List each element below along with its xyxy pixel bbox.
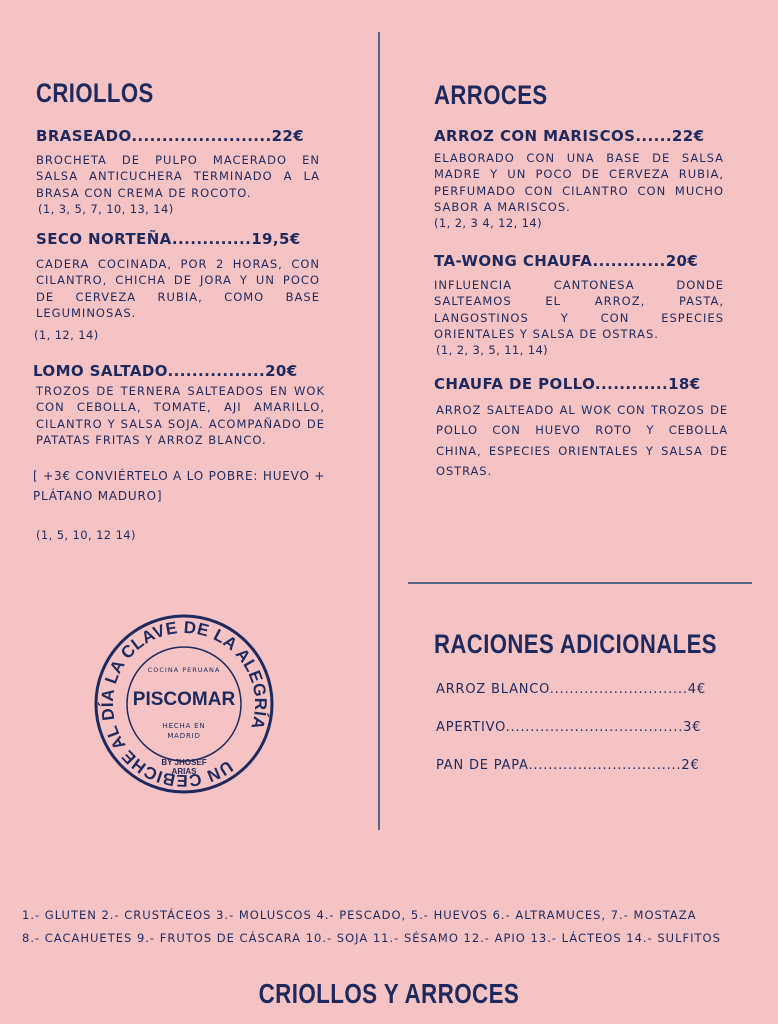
dish-title-arroz-con-mariscos: ARROZ CON MARISCOS......22€ [434, 127, 705, 145]
extra-item-apertivo: APERTIVO....................................3€ [436, 720, 702, 735]
dish-desc-seco-nortena: CADERA COCINADA, POR 2 HORAS, CON CILANTRO, CHICHA DE JORA Y UN POCO DE CERVEZA RUBIA, COMO BASE LEGUMINOSAS. [36, 257, 320, 320]
dish-title-braseado: BRASEADO.......................22€ [36, 127, 305, 145]
logo-sub-text-1: HECHA EN [162, 722, 206, 730]
dish-desc-arroz-con-mariscos: ELABORADO CON UNA BASE DE SALSA MADRE Y UN POCO DE CERVEZA RUBIA, PERFUMADO CON CILANTRO CON MUCHO SABOR A MARISCOS. [434, 151, 724, 214]
dish-allergens-ta-wong-chaufa: (1, 2, 3, 5, 11, 14) [436, 343, 549, 357]
dish-desc-ta-wong-chaufa: INFLUENCIA CANTONESA DONDE SALTEAMOS EL ARROZ, PASTA, LANGOSTINOS Y CON ESPECIES ORIENTALES Y SALSA DE OSTRAS. [434, 278, 724, 341]
logo-by-line-1: BY JHOSEF [161, 758, 207, 767]
allergen-legend-line-1: 1.- GLUTEN 2.- CRUSTÁCEOS 3.- MOLUSCOS 4.- PESCADO, 5.- HUEVOS 6.- ALTRAMUCES, 7.- MOSTAZA [22, 908, 697, 922]
logo-brand-text: PISCOMAR [132, 689, 236, 710]
piscomar-logo [94, 614, 274, 794]
dish-title-seco-nortena: SECO NORTEÑA.............19,5€ [36, 230, 301, 248]
raciones-heading: RACIONES ADICIONALES [434, 629, 717, 659]
dish-desc-chaufa-de-pollo: ARROZ SALTEADO AL WOK CON TROZOS DE POLLO CON HUEVO ROTO Y CEBOLLA CHINA, ESPECIES ORIENTALES Y SALSA DE OSTRAS. [436, 403, 728, 478]
logo-by-line-2: ARIAS [171, 767, 197, 776]
dish-note-lomo-saltado: [ +3€ CONVIÉRTELO A LO POBRE: HUEVO + PLÁTANO MADURO] [33, 469, 326, 503]
arroces-heading: ARROCES [434, 80, 548, 110]
allergen-legend-line-2: 8.- CACAHUETES 9.- FRUTOS DE CÁSCARA 10.- SOJA 11.- SÉSAMO 12.- APIO 13.- LÁCTEOS 14.- SULFITOS [22, 931, 721, 945]
column-divider [378, 32, 380, 830]
footer [0, 978, 778, 1010]
logo-ring-text: UN CEBICHE AL DÍA LA CLAVE DE LA ALEGRÍA [97, 617, 271, 791]
logo-sub-text-2: MADRID [167, 732, 201, 740]
dish-title-ta-wong-chaufa: TA-WONG CHAUFA............20€ [434, 252, 699, 270]
dish-allergens-arroz-con-mariscos: (1, 2, 3 4, 12, 14) [434, 216, 543, 230]
dish-desc-braseado: BROCHETA DE PULPO MACERADO EN SALSA ANTICUCHERA TERMINADO A LA BRASA CON CREMA DE ROCOTO. [36, 153, 320, 200]
dish-allergens-lomo-saltado: (1, 5, 10, 12 14) [36, 528, 136, 542]
dish-title-lomo-saltado: LOMO SALTADO................20€ [33, 362, 298, 380]
section-divider [408, 582, 752, 584]
dish-title-chaufa-de-pollo: CHAUFA DE POLLO............18€ [434, 375, 701, 393]
logo-top-text: COCINA PERUANA [147, 666, 221, 674]
dish-allergens-seco-nortena: (1, 12, 14) [34, 328, 99, 342]
extra-item-arroz-blanco: ARROZ BLANCO............................4€ [436, 682, 706, 697]
footer-title: CRIOLLOS Y ARROCES [258, 978, 520, 1009]
dish-allergens-braseado: (1, 3, 5, 7, 10, 13, 14) [38, 202, 174, 216]
logo-stamp [94, 614, 274, 794]
dish-desc-lomo-saltado: TROZOS DE TERNERA SALTEADOS EN WOK CON CEBOLLA, TOMATE, AJI AMARILLO, CILANTRO Y SALSA SOJA. ACOMPAÑADO DE PATATAS FRITAS Y ARROZ BLANCO. [36, 384, 325, 447]
extra-item-pan-de-papa: PAN DE PAPA...............................2€ [436, 758, 700, 773]
criollos-heading: CRIOLLOS [36, 78, 154, 108]
